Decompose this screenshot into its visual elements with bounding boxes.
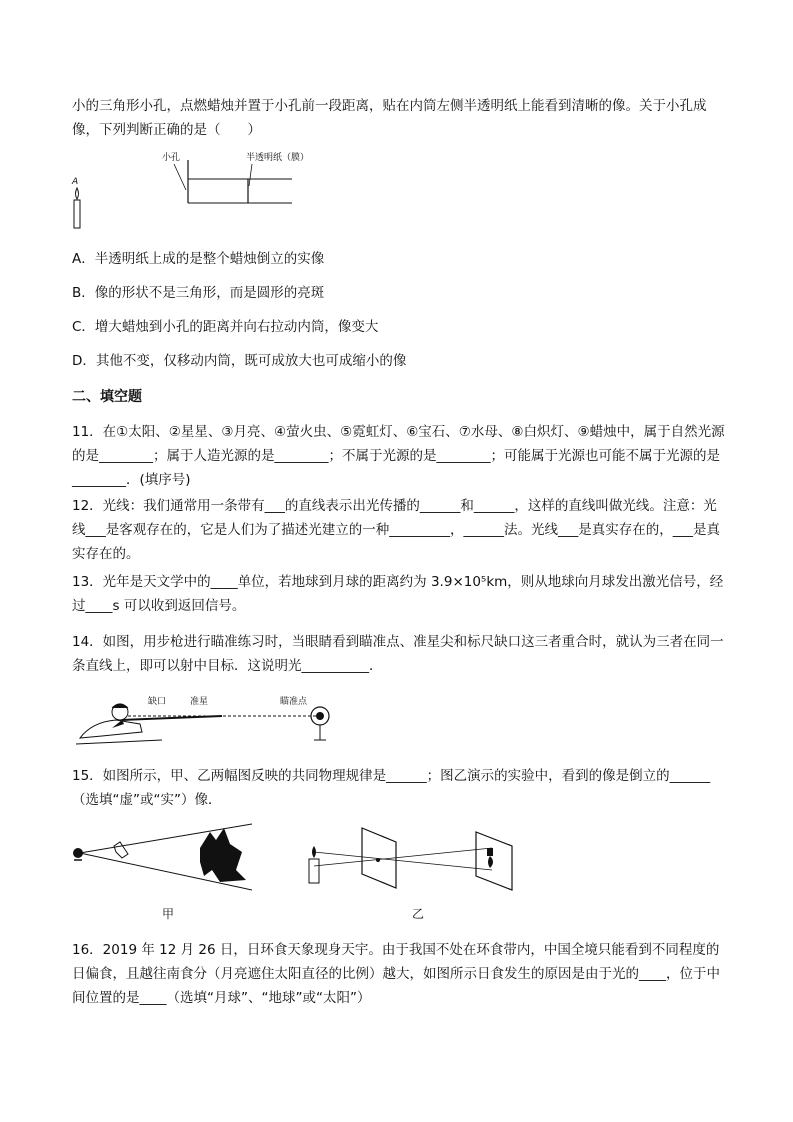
question-11: 11．在①太阳、②星星、③月亮、④萤火虫、⑤霓虹灯、⑥宝石、⑦水母、⑧白炽灯、⑨蜡烛中，属于自然光源的是________；属于人造光源的是________；不属于光源的是________；可能属于光源也可能不属于光源的是________．(填序号) bbox=[72, 424, 725, 488]
option-b: B．像的形状不是三角形，而是圆形的亮斑 bbox=[72, 285, 325, 301]
point-a-label: A bbox=[72, 177, 79, 187]
caption-yi: 乙 bbox=[412, 907, 425, 921]
section-heading: 二、填空题 bbox=[72, 389, 142, 405]
caption-jia: 甲 bbox=[162, 907, 175, 921]
candle-icon bbox=[74, 188, 80, 228]
question-15: 15．如图所示，甲、乙两幅图反映的共同物理规律是______；图乙演示的实验中，看到的像是倒立的______（选填“虚”或“实”）像． bbox=[72, 768, 711, 808]
image-screen-shape bbox=[476, 832, 512, 890]
front-sight-label: 准星 bbox=[190, 697, 209, 707]
question-14: 14．如图，用步枪进行瞄准练习时，当眼睛看到瞄准点、准星尖和标尺缺口这三者重合时，就认为三者在同一条直线上，即可以射中目标．这说明光__________． bbox=[72, 634, 724, 674]
option-c: C．增大蜡烛到小孔的距离并向右拉动内筒，像变大 bbox=[72, 319, 379, 335]
hand-shadow-icon bbox=[114, 842, 128, 858]
lamp-icon bbox=[73, 848, 83, 860]
rifle-aiming-figure bbox=[72, 690, 342, 750]
shadow-figure-jia bbox=[70, 818, 260, 926]
pinhole-camera-figure bbox=[70, 150, 310, 234]
candle-icon bbox=[309, 846, 319, 883]
question-13: 13．光年是天文学中的____单位，若地球到月球的距离约为 3.9×10⁵km，则从地球向月球发出激光信号，经过____s 可以收到返回信号。 bbox=[72, 574, 724, 614]
aim-point-label: 瞄准点 bbox=[280, 697, 308, 707]
option-d: D．其他不变，仅移动内筒，既可成放大也可成缩小的像 bbox=[72, 353, 407, 369]
option-a: A．半透明纸上成的是整个蜡烛倒立的实像 bbox=[72, 251, 325, 267]
outer-tube-shape bbox=[174, 160, 292, 203]
question-10-stem: 小的三角形小孔，点燃蜡烛并置于小孔前一段距离，贴在内筒左侧半透明纸上能看到清晰的像。关于小孔成像，下列判断正确的是（ ） bbox=[72, 98, 707, 138]
hole-label: 小孔 bbox=[162, 153, 181, 163]
pinhole-figure-yi bbox=[300, 826, 530, 924]
dog-shadow-icon bbox=[200, 828, 246, 882]
target-icon bbox=[311, 707, 329, 740]
question-16: 16．2019 年 12 月 26 日，日环食天象现身天宇。由于我国不处在环食带内，中国全境只能看到不同程度的日偏食，且越往南食分（月亮遮住太阳直径的比例）越大，如图所示日食发生的原因是由于光的____，位于中间位置的是____（选填“月球”、“地球”或“太阳”） bbox=[72, 942, 720, 1006]
notch-label: 缺口 bbox=[148, 697, 167, 707]
paper-label: 半透明纸（膜） bbox=[246, 153, 310, 163]
question-12: 12．光线：我们通常用一条带有___的直线表示出光传播的______和______，这样的直线叫做光线。注意：光线___是客观存在的，它是人们为了描述光建立的一种_________，______法。光线___是真实存在的，___是真实存在的。 bbox=[72, 498, 720, 562]
